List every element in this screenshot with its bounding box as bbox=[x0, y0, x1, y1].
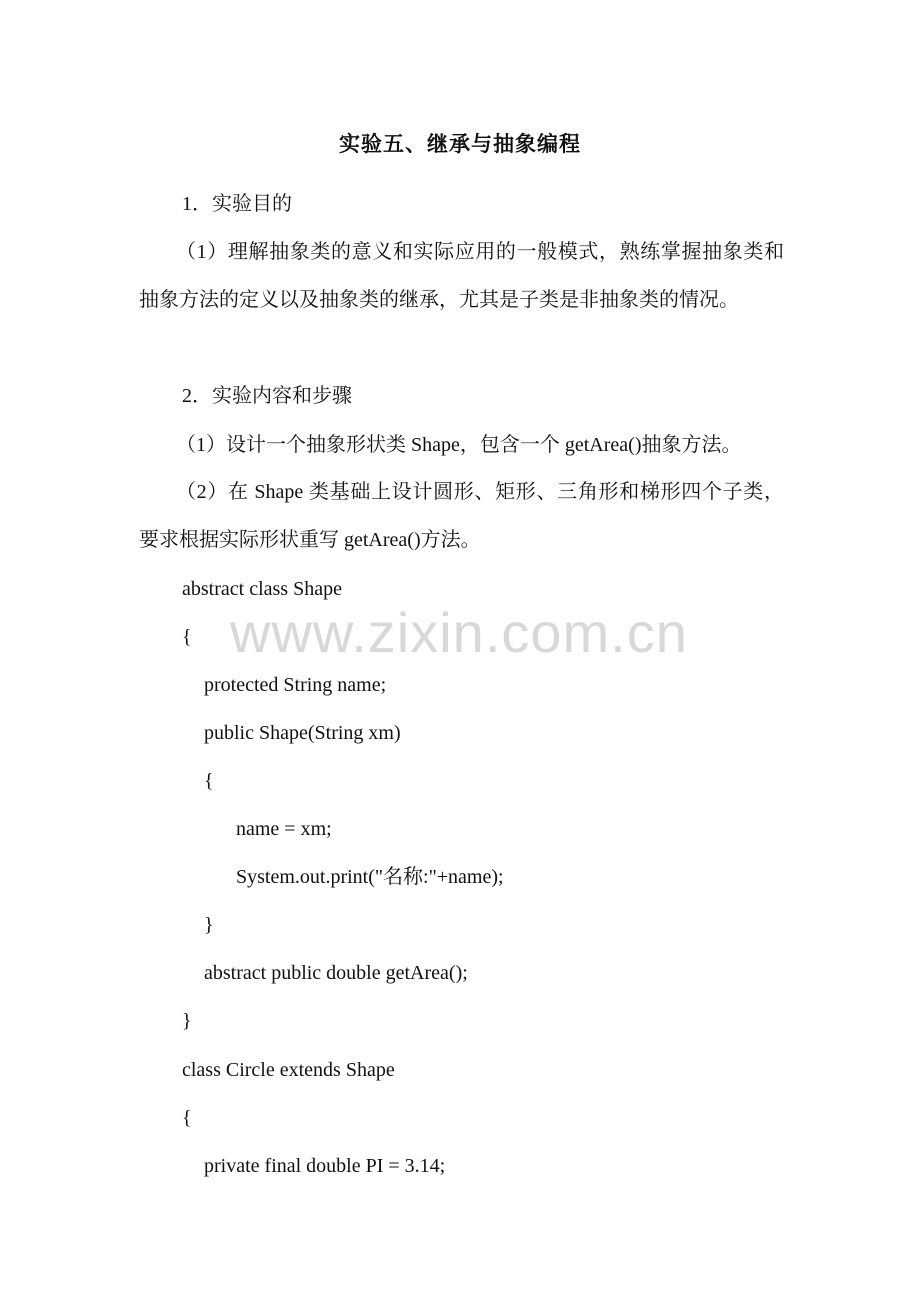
content-item-1: （1）设计一个抽象形状类 Shape，包含一个 getArea()抽象方法。 bbox=[176, 434, 742, 456]
code-line: abstract public double getArea(); bbox=[204, 962, 468, 984]
purpose-paragraph: （1）理解抽象类的意义和实际应用的一般模式，熟练掌握抽象类和抽象方法的定义以及抽象类的继承，尤其是子类是非抽象类的情况。 bbox=[139, 241, 784, 311]
content-item-2: （2）在 Shape 类基础上设计圆形、矩形、三角形和梯形四个子类，要求根据实际形状重写 getArea()方法。 bbox=[139, 481, 784, 551]
code-line: abstract class Shape bbox=[182, 578, 342, 600]
code-line: name = xm; bbox=[236, 818, 332, 840]
watermark: www.zixin.com.cn bbox=[230, 601, 688, 664]
code-line: { bbox=[182, 1107, 192, 1129]
code-line: protected String name; bbox=[204, 674, 387, 696]
code-line: } bbox=[182, 1010, 192, 1032]
code-line: System.out.print("名称:"+name); bbox=[236, 866, 504, 888]
code-line: private final double PI = 3.14; bbox=[204, 1155, 446, 1177]
code-line: class Circle extends Shape bbox=[182, 1059, 395, 1081]
code-line: public Shape(String xm) bbox=[204, 722, 401, 744]
code-line: { bbox=[204, 770, 214, 792]
code-line: } bbox=[204, 914, 214, 936]
code-line: { bbox=[182, 626, 192, 648]
section-heading-purpose: 1．实验目的 bbox=[182, 193, 292, 215]
page-title: 实验五、继承与抽象编程 bbox=[339, 132, 581, 156]
section-heading-content: 2．实验内容和步骤 bbox=[182, 385, 352, 407]
